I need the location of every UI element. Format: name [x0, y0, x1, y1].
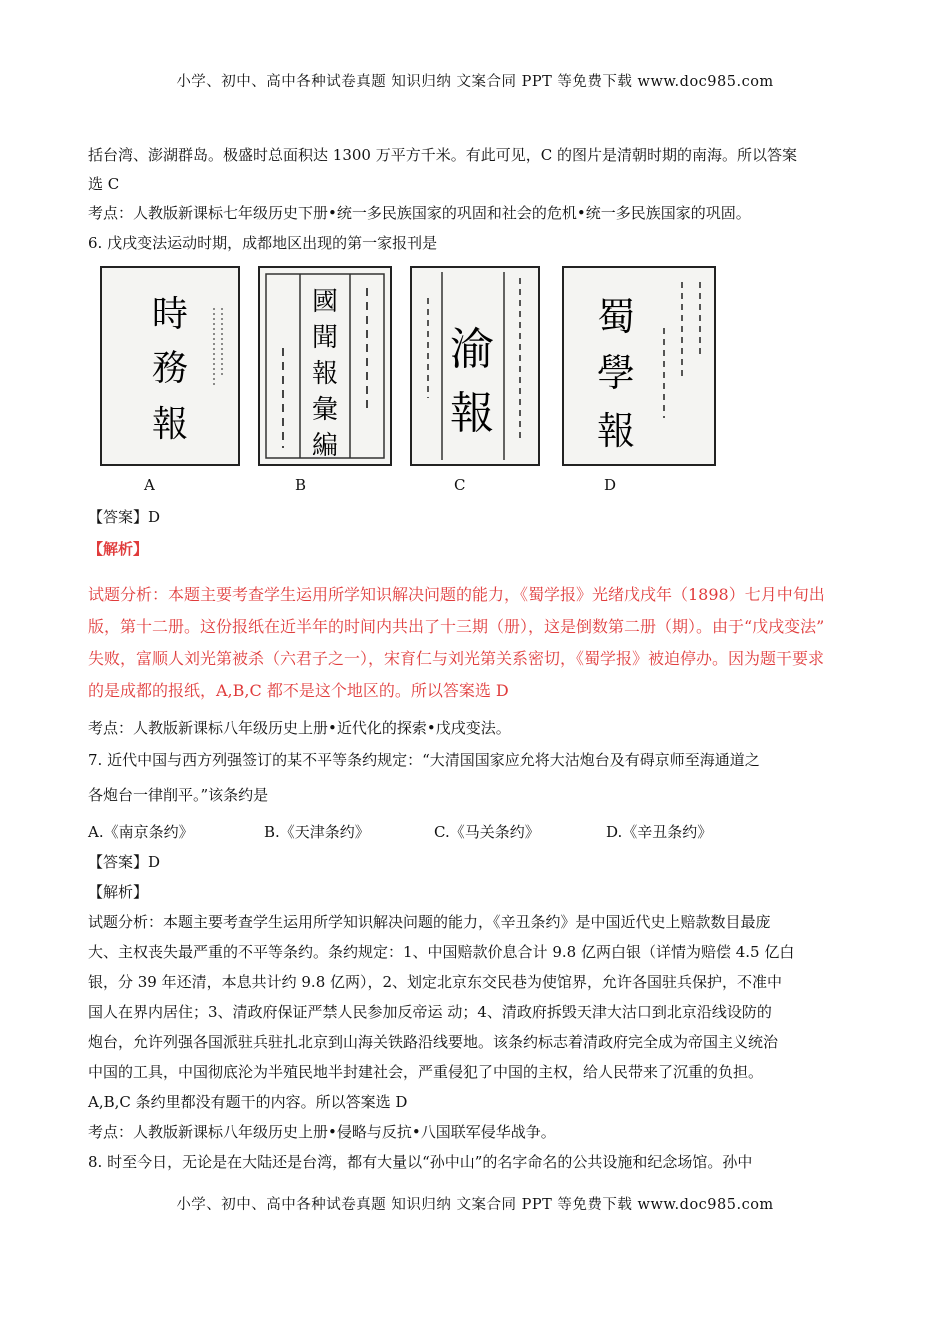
q8-stem: 8. 时至今日，无论是在大陆还是台湾，都有大量以“孙中山”的名字命名的公共设施和纪念场馆。孙中: [88, 1153, 753, 1171]
q7-answer: 【答案】D: [88, 853, 161, 871]
q7-analysis-heading: 【解析】: [88, 883, 149, 901]
q7-analysis-line: 大、主权丧失最严重的不平等条约。条约规定：1、中国赔款价息合计 9.8 亿两白银（详情为赔偿 4.5 亿白: [88, 943, 795, 961]
q6-answer: 【答案】D: [88, 508, 161, 526]
q7-stem-line1: 7. 近代中国与西方列强签订的某不平等条约规定：“大清国国家应允将大沽炮台及有碍京师至海通道之: [88, 751, 760, 769]
newspaper-a-title-char-2: 務: [151, 348, 189, 389]
q7-analysis-line: 试题分析：本题主要考查学生运用所学知识解决问题的能力，《辛丑条约》是中国近代史上赔款数目最庞: [88, 913, 771, 931]
q6-stem: 6. 戊戌变法运动时期，成都地区出现的第一家报刊是: [88, 234, 438, 252]
newspaper-a-title-char-3: 報: [151, 404, 189, 445]
newspaper-c-title-char-2: 報: [450, 388, 494, 439]
image-label-d: D: [604, 476, 617, 494]
newspaper-d-image: [562, 266, 716, 466]
q7-analysis: [88, 907, 878, 1117]
q7-option-c: C.《马关条约》: [434, 823, 540, 841]
q6-analysis: [88, 579, 878, 707]
newspaper-c-title-char-1: 渝: [450, 324, 494, 375]
newspaper-c-image: [410, 266, 540, 466]
newspaper-d-title-char-2: 學: [596, 351, 636, 395]
q5-tail-line2: 选 C: [88, 175, 120, 193]
q6-analysis-line: 试题分析：本题主要考查学生运用所学知识解决问题的能力，《蜀学报》光绪戊戌年（1898）七月中旬出: [88, 585, 825, 604]
document-body: [88, 140, 878, 1177]
newspaper-b-title-char-1: 國: [311, 287, 339, 317]
newspaper-d-title-char-1: 蜀: [596, 295, 636, 339]
newspaper-b-title-char-3: 報: [311, 359, 339, 389]
q6-analysis-line: 失败，富顺人刘光第被杀（六君子之一），宋育仁与刘光第关系密切，《蜀学报》被迫停办。因为题干要求: [88, 649, 825, 668]
q7-options: [88, 817, 878, 847]
page-header: 小学、初中、高中各种试卷真题 知识归纳 文案合同 PPT 等免费下载 www.doc985.com: [176, 74, 774, 90]
newspaper-b-title-char-4: 彙: [311, 395, 339, 425]
q6-analysis-line: 的是成都的报纸，A,B,C 都不是这个地区的。所以答案选 D: [88, 681, 509, 700]
q7-analysis-line: 国人在界内居住；3、清政府保证严禁人民参加反帝运 动；4、清政府拆毁天津大沽口到北京沿线设防的: [88, 1003, 772, 1021]
newspaper-b-image: [258, 266, 392, 466]
q7-analysis-line: 炮台，允许列强各国派驻兵驻扎北京到山海关铁路沿线要地。该条约标志着清政府完全成为帝国主义统治: [88, 1033, 779, 1051]
q6-image-row: [88, 266, 878, 476]
q5-tail-line1: 括台湾、澎湖群岛。极盛时总面积达 1300 万平方千米。有此可见，C 的图片是清朝时期的南海。所以答案: [88, 146, 797, 164]
page-footer: 小学、初中、高中各种试卷真题 知识归纳 文案合同 PPT 等免费下载 www.doc985.com: [176, 1197, 774, 1213]
q6-kaodian: 考点：人教版新课标八年级历史上册•近代化的探索•戊戌变法。: [88, 719, 511, 737]
q6-image-labels: [88, 476, 878, 502]
newspaper-a-image: [100, 266, 240, 466]
q7-option-b: B.《天津条约》: [264, 823, 370, 841]
newspaper-b-title-char-5: 編: [311, 431, 339, 461]
q7-analysis-line: A,B,C 条约里都没有题干的内容。所以答案选 D: [88, 1093, 408, 1111]
newspaper-a-title-char-1: 時: [151, 294, 189, 335]
newspaper-d-title-char-3: 報: [596, 409, 636, 453]
q7-option-a: A.《南京条约》: [88, 823, 194, 841]
q5-kaodian: 考点：人教版新课标七年级历史下册•统一多民族国家的巩固和社会的危机•统一多民族国家的巩固。: [88, 204, 751, 222]
q7-option-d: D.《辛丑条约》: [606, 823, 713, 841]
q7-stem-line2: 各炮台一律削平。”该条约是: [88, 786, 269, 804]
q7-analysis-line: 银，分 39 年还清，本息共计约 9.8 亿两），2、划定北京东交民巷为使馆界，允许各国驻兵保护，不准中: [88, 973, 783, 991]
image-label-a: A: [144, 476, 155, 494]
q6-analysis-line: 版，第十二册。这份报纸在近半年的时间内共出了十三期（册），这是倒数第二册（期）。由于“戊戌变法”: [88, 617, 825, 636]
newspaper-b-title-char-2: 聞: [311, 323, 339, 353]
image-label-b: B: [295, 476, 307, 494]
q7-kaodian: 考点：人教版新课标八年级历史上册•侵略与反抗•八国联军侵华战争。: [88, 1123, 556, 1141]
q7-analysis-line: 中国的工具，中国彻底沦为半殖民地半封建社会，严重侵犯了中国的主权，给人民带来了沉重的负担。: [88, 1063, 764, 1081]
q6-analysis-heading: 【解析】: [88, 540, 149, 558]
image-label-c: C: [454, 476, 466, 494]
